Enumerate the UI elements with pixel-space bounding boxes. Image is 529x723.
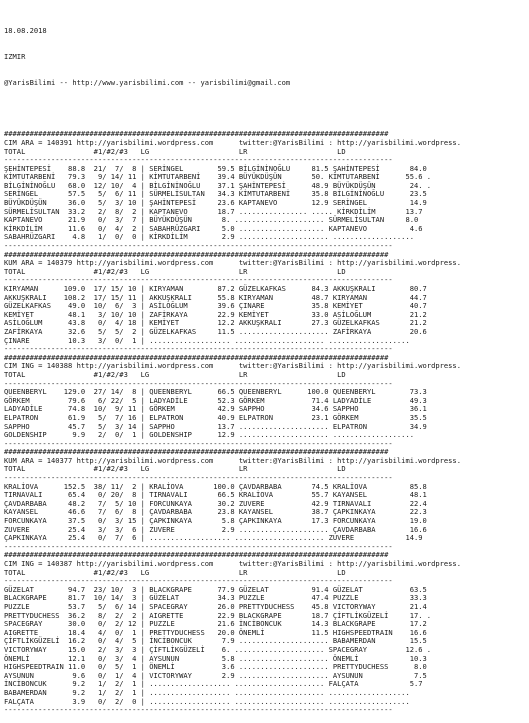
section-end-rule: -------------------------------------------------------------------------------------------: [4, 541, 393, 551]
race-title: KUM ARA = 140377 http://yarisbilimi.wordpress.com twitter:@YarisBilimi : http://yarisbilimi.wordpress.: [4, 455, 461, 465]
table-row: SAPPHO 45.7 5/ 3/ 14 | SAPPHO 13.7 ..................... ELPATRON 34.9: [4, 421, 427, 431]
table-row: ÇİFTLİKGÜZELİ 16.2 0/ 4/ 5 | İNCİBONCUK 7.9 ..................... BABAMERDAN 15.5: [4, 636, 427, 646]
table-row: İNCİBONCUK 9.2 1/ 2/ 1 | ................... ..................... FALÇATA 5.7: [4, 679, 423, 689]
race-title: CIM ING = 140388 http://yarisbilimi.wordpress.com twitter:@YarisBilimi : http://yarisbilimi.wordpress.: [4, 361, 461, 371]
race-section: [4, 354, 461, 449]
table-row: AIGRETTE 18.4 4/ 0/ 1 | PRETTYDUCHESS 20.0 ÖNEMLİ 11.5 HIGHSPEEDTRAIN 16.6: [4, 627, 427, 637]
table-row: GÜZELAT 94.7 23/ 10/ 3 | BLACKGRAPE 77.9 GÜZELAT 91.4 GÜZELAT 63.5: [4, 584, 427, 594]
header-rule: -------------------------------------------------------------------------------------------: [4, 275, 393, 285]
table-row: ÇAVDARBABA 48.2 7/ 5/ 10 | FORCUNKAYA 30.2 ZUVERE 42.9 TIRNAVALI 22.4: [4, 498, 427, 508]
table-row: BLACKGRAPE 81.7 10/ 14/ 3 | GÜZELAT 34.3 PUZZLE 47.4 PUZZLE 33.3: [4, 593, 427, 603]
spacer: [4, 105, 461, 114]
section-end-rule: -------------------------------------------------------------------------------------------: [4, 344, 393, 354]
table-row: KIRYAMAN 109.0 17/ 15/ 10 | KIRYAMAN 87.2 GÜZELKAFKAS 84.3 AKKUŞKRALI 80.7: [4, 284, 427, 293]
report-date: 18.08.2018: [4, 26, 47, 36]
section-end-rule: -------------------------------------------------------------------------------------------: [4, 705, 393, 715]
table-row: ZAFİRKAYA 32.6 5/ 5/ 2 | GÜZELKAFKAS 11.5 ..................... ZAFİRKAYA 20.6: [4, 326, 427, 336]
table-row: SABAHRÜZGARI 4.8 1/ 0/ 0 | KİRKDİLİM 2.9 ..................... ...................: [4, 232, 414, 242]
header-rule: -------------------------------------------------------------------------------------------: [4, 576, 393, 586]
table-row: ZUVERE 25.4 3/ 3/ 6 | ZUVERE 2.9 ..................... ÇAVDARBABA 16.6: [4, 524, 427, 534]
table-row: SPACEGRAY 30.0 0/ 2/ 12 | PUZZLE 21.6 İNCİBONCUK 14.3 BLACKGRAPE 17.2: [4, 619, 427, 629]
race-title: CIM ARA = 140391 http://yarisbilimi.wordpress.com twitter:@YarisBilimi : http://yarisbilimi.wordpress.: [4, 137, 461, 147]
column-headers: TOTAL #1/#2/#3 LG LR LD: [4, 369, 346, 379]
header-rule: -------------------------------------------------------------------------------------------: [4, 155, 393, 165]
race-section: [4, 448, 461, 551]
column-headers: TOTAL #1/#2/#3 LG LR LD: [4, 567, 346, 577]
race-report-document: [4, 10, 461, 723]
table-row: VICTORYWAY 15.0 2/ 3/ 3 | ÇİFTLİKGÜZELİ 6. ..................... SPACEGRAY 12.6 .: [4, 644, 432, 654]
table-row: BABAMERDAN 9.2 1/ 2/ 1 | ................... ..................... ...................: [4, 687, 410, 697]
race-section: [4, 551, 461, 714]
table-row: BİLGİNİNOĞLU 68.0 12/ 10/ 4 | BİLGİNİNOĞLU 37.1 ŞAHİNTEPESİ 48.9 BÜYÜKDÜŞÜN 24. .: [4, 180, 432, 190]
table-row: SÜRMELİSULTAN 33.2 2/ 8/ 2 | KAPTANEVO 18.7 ................ ..... KİRKDİLİM 13.7: [4, 206, 423, 216]
table-row: GOLDENSHIP 9.9 2/ 0/ 1 | GOLDENSHIP 12.9 ..................... ...................: [4, 430, 414, 440]
table-row: FALÇATA 3.9 0/ 2/ 0 | ................... ..................... ...................: [4, 696, 410, 706]
race-title: KUM ARA = 140379 http://yarisbilimi.wordpress.com twitter:@YarisBilimi : http://yarisbilimi.wordpress.: [4, 258, 461, 268]
column-headers: TOTAL #1/#2/#3 LG LR LD: [4, 464, 346, 474]
section-separator: ##########################################################################################: [4, 447, 389, 457]
section-separator: ##########################################################################################: [4, 249, 389, 259]
table-row: FORCUNKAYA 37.5 0/ 3/ 15 | ÇAPKINKAYA 5.8 ÇAPKINKAYA 17.3 FORCUNKAYA 19.0: [4, 516, 427, 526]
race-section: [4, 130, 461, 250]
header-rule: -------------------------------------------------------------------------------------------: [4, 473, 393, 483]
table-row: KRALİOVA 152.5 38/ 11/ 2 | KRALİOVA 100.0 ÇAVDARBABA 74.5 KRALİOVA 85.8: [4, 481, 427, 491]
report-credits: @YarisBilimi -- http://www.yarisbilimi.com -- yarisbilimi@gmail.com: [4, 77, 291, 87]
table-row: KAYANSEL 46.6 7/ 6/ 8 | ÇAVDARBABA 23.8 KAYANSEL 38.7 ÇAPKINKAYA 22.3: [4, 507, 427, 517]
section-end-rule: -------------------------------------------------------------------------------------------: [4, 438, 393, 448]
table-row: HIGHSPEEDTRAIN 11.0 0/ 5/ 1 | ÖNEMLİ 3.6 ..................... PRETTYDUCHESS 8.0: [4, 662, 427, 672]
table-row: KEMİYET 48.1 3/ 10/ 10 | ZAFİRKAYA 22.9 KEMİYET 33.0 ASİLOĞLUM 21.2: [4, 309, 427, 319]
race-section: [4, 251, 461, 354]
table-row: ELPATRON 61.9 5/ 7/ 16 | ELPATRON 40.9 ELPATRON 23.1 GÖRKEM 35.5: [4, 412, 427, 422]
table-row: PUZZLE 53.7 5/ 6/ 14 | SPACEGRAY 26.0 PRETTYDUCHESS 45.8 VICTORYWAY 21.4: [4, 601, 427, 611]
table-row: BÜYÜKDÜŞÜN 36.0 5/ 3/ 10 | ŞAHİNTEPESİ 23.6 KAPTANEVO 12.9 SERİNGEL 14.9: [4, 198, 427, 208]
table-row: KİMTUTARBENİ 79.3 9/ 14/ 11 | KİMTUTARBENİ 39.4 BÜYÜKDÜŞÜN 50. KİMTUTARBENİ 55.6 .: [4, 172, 432, 182]
table-row: ASİLOĞLUM 43.8 0/ 4/ 18 | KEMİYET 12.2 AKKUŞKRALI 27.3 GÜZELKAFKAS 21.2: [4, 318, 427, 328]
header-rule: -------------------------------------------------------------------------------------------: [4, 378, 393, 388]
table-row: PRETTYDUCHESS 36.2 8/ 2/ 2 | AIGRETTE 22.9 BLACKGRAPE 18.7 ÇİFTLİKGÜZELİ 17. .: [4, 610, 432, 620]
column-headers: TOTAL #1/#2/#3 LG LR LD: [4, 146, 346, 156]
table-row: AKKUŞKRALI 108.2 17/ 15/ 11 | AKKUŞKRALI 55.8 KIRYAMAN 48.7 KIRYAMAN 44.7: [4, 292, 427, 302]
section-end-rule: -------------------------------------------------------------------------------------------: [4, 241, 393, 251]
table-row: LADYADİLE 74.8 10/ 9/ 11 | GÖRKEM 42.9 SAPPHO 34.6 SAPPHO 36.1: [4, 404, 427, 414]
table-row: ÇINARE 10.3 3/ 0/ 1 | ................... ..................... ...................: [4, 335, 410, 345]
table-row: GÜZELKAFKAS 49.0 10/ 6/ 3 | ASİLOĞLUM 39.6 ÇINARE 35.8 KEMİYET 40.7: [4, 301, 427, 311]
table-row: AYSUNUN 9.6 0/ 1/ 4 | VICTORYWAY 2.9 ..................... AYSUNUN 7.5: [4, 670, 427, 680]
section-separator: ##########################################################################################: [4, 550, 389, 560]
race-sections: [4, 130, 461, 714]
table-row: SERİNGEL 57.5 5/ 6/ 11 | SÜRMELİSULTAN 34.3 KİMTUTARBENİ 35.8 BİLGİNİNOĞLU 23.5: [4, 189, 427, 199]
table-row: QUEENBERYL 129.0 27/ 14/ 8 | QUEENBERYL 66.5 QUEENBERYL 100.0 QUEENBERYL 73.3: [4, 387, 427, 397]
column-headers: TOTAL #1/#2/#3 LG LR LD: [4, 266, 346, 276]
section-separator: ##########################################################################################: [4, 129, 389, 139]
table-row: ÇAPKINKAYA 25.4 0/ 7/ 6 | ................... ..................... ZUVERE 14.9: [4, 533, 423, 543]
table-row: TIRNAVALI 65.4 0/ 20/ 8 | TIRNAVALI 66.5 KRALİOVA 55.7 KAYANSEL 48.1: [4, 490, 427, 500]
section-separator: ##########################################################################################: [4, 352, 389, 362]
race-title: CIM ING = 140387 http://yarisbilimi.wordpress.com twitter:@YarisBilimi : http://yarisbilimi.wordpress.: [4, 559, 461, 568]
table-row: ŞEHİNTEPESİ 88.8 21/ 7/ 8 | SERİNGEL 59.5 BİLGİNİNOĞLU 81.5 ŞAHİNTEPESİ 84.0: [4, 163, 427, 173]
table-row: GÖRKEM 79.6 6/ 22/ 5 | LADYADİLE 52.3 GÖRKEM 71.4 LADYADİLE 49.3: [4, 395, 427, 405]
table-row: ÖNEMLİ 12.1 0/ 3/ 4 | AYSUNUN 5.8 ..................... ÖNEMLİ 10.3: [4, 653, 427, 663]
table-row: KAPTANEVO 21.9 0/ 3/ 7 | BÜYÜKDÜŞÜN 8. ..................... SÜRMELİSULTAN 8.0: [4, 215, 419, 225]
table-row: KİRKDİLİM 11.6 0/ 4/ 2 | SABAHRÜZGARI 5.0 .................... KAPTANEVO 4.6: [4, 223, 423, 233]
report-city: IZMIR: [4, 51, 26, 61]
